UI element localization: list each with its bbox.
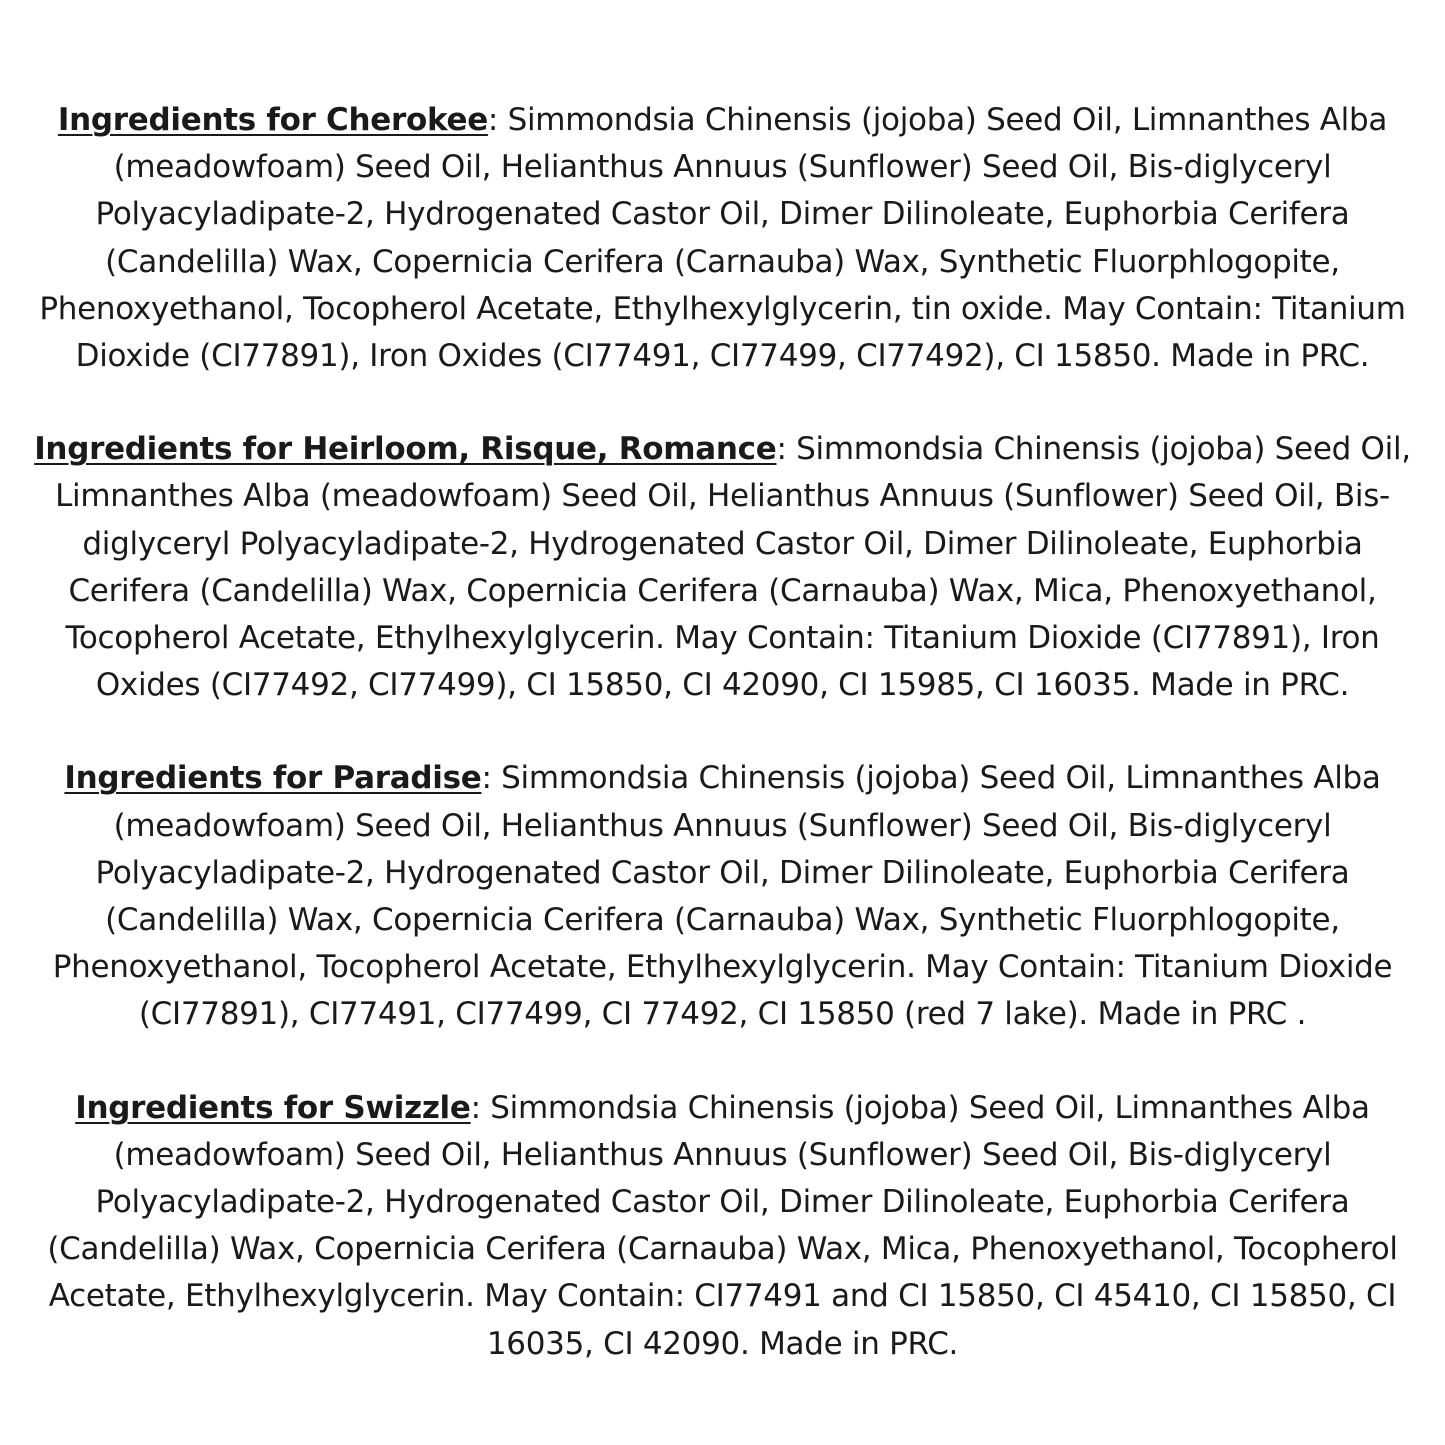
ingredients-section-paradise xyxy=(28,755,1417,1038)
section-text-heirloom-risque-romance: : Simmondsia Chinensis (jojoba) Seed Oil, Limnanthes Alba (meadowfoam) Seed Oil, Helianthus Annuus (Sunflower) Seed Oil, Bis-diglyceryl Polyacyladipate-2, Hydrogenated Castor Oil, Dimer Dilinoleate, Euphorbia Cerifera (Candelilla) Wax, Copernicia Cerifera (Carnauba) Wax, Mica, Phenoxyethanol, Tocopherol Acetate, Ethylhexylglycerin. May Contain: Titanium Dioxide (CI77891), Iron Oxides (CI77492, CI77499), CI 15850, CI 42090, CI 15985, CI 16035. Made in PRC. xyxy=(55,431,1411,704)
ingredients-document xyxy=(28,97,1417,1368)
section-text-paradise: : Simmondsia Chinensis (jojoba) Seed Oil, Limnanthes Alba (meadowfoam) Seed Oil, Helianthus Annuus (Sunflower) Seed Oil, Bis-diglyceryl Polyacyladipate-2, Hydrogenated Castor Oil, Dimer Dilinoleate, Euphorbia Cerifera (Candelilla) Wax, Copernicia Cerifera (Carnauba) Wax, Synthetic Fluorphlogopite, Phenoxyethanol, Tocopherol Acetate, Ethylhexylglycerin. May Contain: Titanium Dioxide (CI77891), CI77491, CI77499, CI 77492, CI 15850 (red 7 lake). Made in PRC . xyxy=(52,760,1393,1033)
ingredients-section-heirloom-risque-romance xyxy=(28,426,1417,709)
section-text-swizzle: : Simmondsia Chinensis (jojoba) Seed Oil, Limnanthes Alba (meadowfoam) Seed Oil, Helianthus Annuus (Sunflower) Seed Oil, Bis-diglyceryl Polyacyladipate-2, Hydrogenated Castor Oil, Dimer Dilinoleate, Euphorbia Cerifera (Candelilla) Wax, Copernicia Cerifera (Carnauba) Wax, Mica, Phenoxyethanol, Tocopherol Acetate, Ethylhexylglycerin. May Contain: CI77491 and CI 15850, CI 45410, CI 15850, CI 16035, CI 42090. Made in PRC. xyxy=(47,1089,1398,1362)
section-heading-cherokee: Ingredients for Cherokee xyxy=(57,102,488,138)
section-text-cherokee: : Simmondsia Chinensis (jojoba) Seed Oil, Limnanthes Alba (meadowfoam) Seed Oil, Helianthus Annuus (Sunflower) Seed Oil, Bis-diglyceryl Polyacyladipate-2, Hydrogenated Castor Oil, Dimer Dilinoleate, Euphorbia Cerifera (Candelilla) Wax, Copernicia Cerifera (Carnauba) Wax, Synthetic Fluorphlogopite, Phenoxyethanol, Tocopherol Acetate, Ethylhexylglycerin, tin oxide. May Contain: Titanium Dioxide (CI77891), Iron Oxides (CI77491, CI77499, CI77492), CI 15850. Made in PRC. xyxy=(39,102,1406,375)
section-heading-paradise: Ingredients for Paradise xyxy=(64,760,482,797)
section-heading-swizzle: Ingredients for Swizzle xyxy=(75,1089,471,1126)
ingredients-section-swizzle xyxy=(28,1085,1417,1368)
section-heading-heirloom-risque-romance: Ingredients for Heirloom, Risque, Romance xyxy=(34,431,777,468)
ingredients-section-cherokee xyxy=(28,97,1417,380)
